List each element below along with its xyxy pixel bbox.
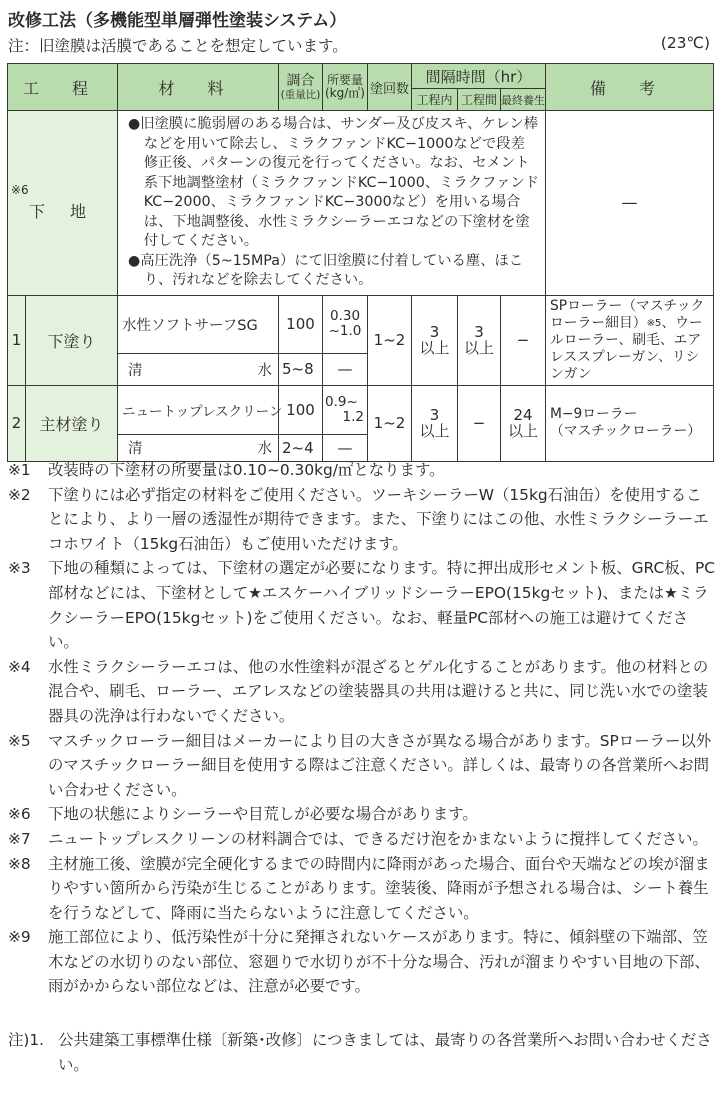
remarks: M−9ローラー （マスチックローラー） [546,385,714,461]
table-row [8,295,714,353]
base-instructions: ●旧塗膜に脆弱層のある場合は、サンダー及び皮スキ、ケレン棒などを用いて除去し、ミラクファンドKC−1000などで段差修正後、パターンの復元を行ってください。なお、セメント系下地調整塗材（ミラクファンドKC−1000、ミラクファンドKC−2000、ミラクファンドKC−3000など）を用いる場合は、下地調整後、水性ミラクシーラーエコなどの下塗材を塗付してください。 ●高圧洗浄（5~15MPa）にて旧塗膜に付着している塵、ほこり、汚れなどを除去してください。 [118,111,546,296]
water-mix: 5~8 [279,353,323,385]
footnote: 注)1. 公共建築工事標準仕様〔新築･改修〕につきましては、最寄りの各営業所へお問い合わせください。 [8,1031,712,1074]
interval-final: − [501,295,546,385]
step-name: 下塗り [26,295,118,385]
col-interval-between: 工程間 [458,89,501,111]
water-amount: — [323,353,368,385]
table-header-row [8,64,714,89]
mix-ratio: 100 [279,385,323,434]
notes-list [8,458,716,999]
step-number: 1 [8,295,26,385]
col-interval: 間隔時間（hr） [412,64,546,89]
interval-within: 3 以上 [412,385,458,461]
spec-table [7,63,714,462]
note-item: ※5 マスチックローラー細目はメーカーにより目の大きさが異なる場合があります。SPローラー以外のマスチックローラー細目を使用する際はご注意ください。詳しくは、最寄りの各営業所へお問い合わせください。 [8,731,712,799]
page-title: 改修工法（多機能型単層弾性塗装システム） [8,11,347,31]
water-amount: — [323,434,368,461]
temperature-label: (23℃) [660,34,710,52]
col-process: 工 程 [8,64,118,111]
material-name: ニュートップレスクリーン [118,385,279,434]
table-row-base [8,111,714,296]
col-interval-final: 最終養生 [501,89,546,111]
col-mix: 調合 (重量比) [279,64,323,111]
col-material: 材 料 [118,64,279,111]
water-mix: 2~4 [279,434,323,461]
note-item: ※9 施工部位により、低汚染性が十分に発揮されないケースがあります。特に、傾斜壁の下端部、笠木などの水切りのない部位、窓廻りで水切りが不十分な場合、汚れが溜まりやすい目地の下部、雨がかからない部位などは、注意が必要です。 [8,928,710,996]
water-material: 清 水 [118,353,279,385]
interval-between: 3 以上 [458,295,501,385]
coat-count: 1~2 [368,385,412,461]
required-amount: 0.30 ~1.0 [323,295,368,353]
note-item: ※3 下地の種類によっては、下塗材の選定が必要になります。特に押出成形セメント板、GRC板、PC部材などには、下塗材として★エスケーハイブリッドシーラーEPO(15kgセット)、または★ミラクシーラーEPO(15kgセット)をご使用ください。なお、軽量PC部材への施工は避けてください。 [8,559,716,652]
interval-between: − [458,385,501,461]
coat-count: 1~2 [368,295,412,385]
note-item: ※4 水性ミラクシーラーエコは、他の水性塗料が混ざるとゲル化することがあります。他の材料との混合や、刷毛、ローラー、エアレスなどの塗装器具の共用は避けると共に、同じ洗い水での塗装器具の洗浄は行わないでください。 [8,657,709,725]
col-remarks: 備 考 [546,64,714,111]
step-number: 2 [8,385,26,461]
note-item: ※7 ニュートップレスクリーンの材料調合では、できるだけ泡をかまないように撹拌してください。 [8,829,708,848]
table-row [8,385,714,434]
assumption-note: 注：旧塗膜は活膜であることを想定しています。 [8,37,348,55]
note-item: ※6 下地の状態によりシーラーや目荒しが必要な場合があります。 [8,805,478,824]
water-material: 清 水 [118,434,279,461]
interval-final: 24 以上 [501,385,546,461]
required-amount: 0.9~ 1.2 [323,385,368,434]
material-name: 水性ソフトサーフSG [118,295,279,353]
base-remarks: — [546,111,714,296]
step-name: 主材塗り [26,385,118,461]
remarks: SPローラー（マスチックローラー細目）$^{※5}$、ウールローラー、刷毛、エアレススプレーガン、リシンガン [546,295,714,385]
base-label-cell: ※6 下 地 [8,111,118,296]
col-interval-within: 工程内 [412,89,458,111]
col-amount: 所要量 (kg/㎡) [323,64,368,111]
col-coats: 塗回数 [368,64,412,111]
note-item: ※8 主材施工後、塗膜が完全硬化するまでの時間内に降雨があった場合、面台や天端などの埃が溜まりやすい箇所から汚染が生じることがあります。塗装後、降雨が予想される場合は、シート養生を行うなどして、降雨に当たらないように注意してください。 [8,854,710,922]
note-item: ※1 改装時の下塗材の所要量は0.10~0.30kg/㎡となります。 [8,461,445,479]
note-item: ※2 下塗りには必ず指定の材料をご使用ください。ツーキシーラーW（15kg石油缶）を使用することにより、より一層の透湿性が期待できます。また、下塗りにはこの他、水性ミラクシーラーエコホワイト（15kg石油缶）もご使用いただけます。 [8,485,709,553]
mix-ratio: 100 [279,295,323,353]
interval-within: 3 以上 [412,295,458,385]
